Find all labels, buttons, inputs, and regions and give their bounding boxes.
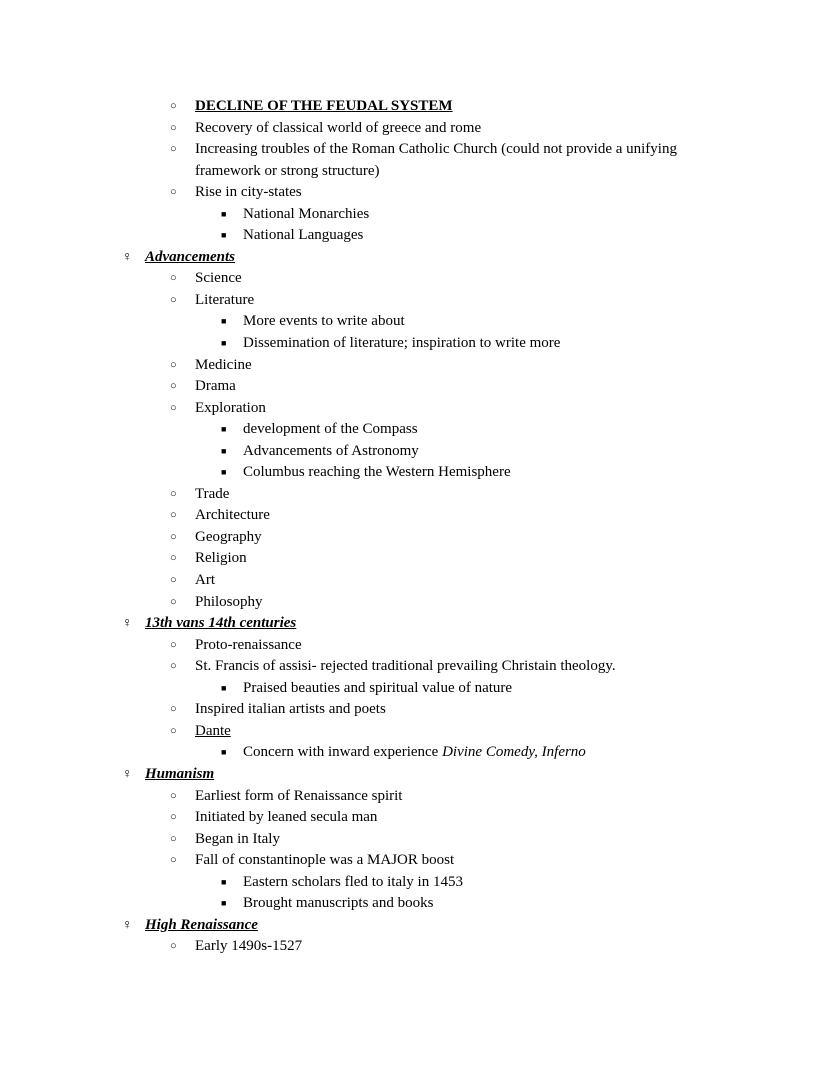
text-run: Divine Comedy, Inferno — [442, 744, 586, 761]
text-run: Science — [195, 270, 242, 287]
bullet-level-2-icon: ○ — [170, 703, 177, 716]
list-item-text — [195, 184, 302, 200]
bullet-level-2-icon: ○ — [170, 293, 177, 306]
list-item-text — [195, 486, 229, 502]
list-item-text — [195, 831, 280, 847]
list-item — [0, 268, 717, 290]
text-run: Fall of constantinople was a MAJOR boost — [195, 852, 455, 869]
text-run: Advancements — [145, 248, 235, 265]
bullet-level-1-icon: ♀ — [122, 249, 133, 265]
list-item-text — [195, 292, 254, 308]
list-item — [0, 355, 717, 377]
list-item — [0, 290, 717, 312]
list-item — [0, 204, 717, 226]
text-run: Initiated by leaned secula man — [195, 809, 378, 826]
bullet-level-1-icon: ♀ — [122, 766, 133, 782]
list-item — [0, 829, 717, 851]
list-item-text — [195, 550, 247, 566]
bullet-level-2-icon: ○ — [170, 401, 177, 414]
list-item-text — [195, 637, 302, 653]
list-item-text — [195, 400, 266, 416]
bullet-level-1-icon: ♀ — [122, 917, 133, 933]
bullet-level-3-icon: ■ — [221, 747, 227, 758]
list-item — [0, 656, 717, 678]
text-run: Increasing troubles of the Roman Catholic Church (could not provide a unifying framework or strong structure) — [195, 141, 677, 179]
list-item-text — [195, 723, 231, 739]
list-item-text — [145, 766, 214, 782]
bullet-level-2-icon: ○ — [170, 530, 177, 543]
list-item-text — [195, 378, 236, 394]
bullet-level-2-icon: ○ — [170, 832, 177, 845]
text-run: 13th vans 14th centuries — [145, 615, 297, 632]
list-item — [0, 807, 717, 829]
list-item — [0, 721, 717, 743]
list-item — [0, 118, 717, 140]
list-item — [0, 376, 717, 398]
text-run: DECLINE OF THE FEUDAL SYSTEM — [195, 98, 453, 114]
text-run: Rise in city-states — [195, 184, 302, 201]
list-item-text — [243, 744, 586, 760]
list-item — [0, 786, 717, 808]
list-item — [0, 96, 717, 118]
list-item-text — [195, 357, 252, 373]
list-item-text — [195, 98, 453, 114]
bullet-level-3-icon: ■ — [221, 316, 227, 327]
bullet-level-2-icon: ○ — [170, 811, 177, 824]
text-run: Recovery of classical world of greece and rome — [195, 119, 482, 136]
text-run: Geography — [195, 528, 262, 545]
list-item — [0, 441, 717, 463]
bullet-level-3-icon: ■ — [221, 682, 227, 693]
text-run: High Renaissance — [145, 916, 258, 933]
list-item — [0, 872, 717, 894]
list-item — [0, 333, 717, 355]
bullet-level-2-icon: ○ — [170, 595, 177, 608]
text-run: National Languages — [243, 227, 364, 244]
bullet-level-2-icon: ○ — [170, 272, 177, 285]
list-item-text — [195, 270, 242, 286]
list-item — [0, 699, 717, 721]
bullet-level-2-icon: ○ — [170, 143, 177, 156]
list-item — [0, 893, 717, 915]
bullet-level-2-icon: ○ — [170, 940, 177, 953]
list-item — [0, 850, 717, 872]
bullet-level-3-icon: ■ — [221, 467, 227, 478]
list-item — [0, 915, 717, 937]
list-item — [0, 527, 717, 549]
bullet-level-3-icon: ■ — [221, 898, 227, 909]
list-item-text — [145, 249, 235, 265]
list-item — [0, 548, 717, 570]
text-run: Dante — [195, 722, 231, 739]
list-item-text — [195, 120, 481, 136]
list-item-text — [195, 788, 402, 804]
bullet-level-1-icon: ♀ — [122, 616, 133, 632]
text-run: Early 1490s-1527 — [195, 938, 303, 955]
bullet-level-3-icon: ■ — [221, 230, 227, 241]
text-run: Architecture — [195, 507, 270, 524]
bullet-level-3-icon: ■ — [221, 876, 227, 887]
list-item-text — [243, 680, 512, 696]
list-item-text — [195, 594, 263, 610]
list-item — [0, 764, 717, 786]
list-item — [0, 613, 717, 635]
list-item-text — [195, 572, 215, 588]
bullet-level-2-icon: ○ — [170, 574, 177, 587]
text-run: development of the Compass — [243, 421, 418, 438]
list-item-text — [195, 529, 262, 545]
list-item-text — [243, 313, 405, 329]
list-item — [0, 635, 717, 657]
bullet-level-3-icon: ■ — [221, 208, 227, 219]
bullet-level-2-icon: ○ — [170, 100, 177, 112]
text-run: Humanism — [145, 765, 215, 782]
list-item — [0, 462, 717, 484]
list-item — [0, 225, 717, 247]
list-item — [0, 419, 717, 441]
bullet-level-2-icon: ○ — [170, 186, 177, 199]
list-item — [0, 742, 717, 764]
text-run: Art — [195, 572, 215, 589]
list-item — [0, 247, 717, 269]
text-run: Proto-renaissance — [195, 636, 302, 653]
text-run: Columbus reaching the Western Hemisphere — [243, 464, 511, 481]
list-item-text — [195, 809, 377, 825]
bullet-level-2-icon: ○ — [170, 380, 177, 393]
bullet-level-3-icon: ■ — [221, 445, 227, 456]
bullet-level-3-icon: ■ — [221, 424, 227, 435]
text-run: National Monarchies — [243, 205, 370, 222]
list-item-text — [243, 227, 363, 243]
bullet-level-2-icon: ○ — [170, 854, 177, 867]
list-item-text — [195, 701, 386, 717]
list-item-text — [195, 938, 302, 954]
list-item-text — [243, 206, 369, 222]
text-run: Brought manuscripts and books — [243, 895, 434, 912]
list-item-text — [243, 421, 418, 437]
text-run: More events to write about — [243, 313, 405, 330]
bullet-level-2-icon: ○ — [170, 358, 177, 371]
bullet-level-2-icon: ○ — [170, 724, 177, 737]
text-run: Exploration — [195, 399, 266, 416]
text-run: Earliest form of Renaissance spirit — [195, 787, 403, 804]
text-run: Drama — [195, 378, 236, 395]
text-run: Dissemination of literature; inspiration to write more — [243, 335, 561, 352]
bullet-level-2-icon: ○ — [170, 789, 177, 802]
list-item — [0, 678, 717, 700]
list-item — [0, 570, 717, 592]
text-run: Eastern scholars fled to italy in 1453 — [243, 873, 463, 890]
list-item-text — [195, 658, 616, 674]
text-run: St. Francis of assisi- rejected traditional prevailing Christain theology. — [195, 658, 616, 675]
list-item-text — [243, 874, 463, 890]
list-item — [0, 398, 717, 420]
bullet-level-2-icon: ○ — [170, 660, 177, 673]
list-item-text — [243, 443, 419, 459]
text-run: Philosophy — [195, 593, 263, 610]
list-item-text — [243, 335, 560, 351]
list-item-text — [195, 852, 454, 868]
bullet-level-2-icon: ○ — [170, 121, 177, 134]
list-item — [0, 182, 717, 204]
list-item-text — [243, 895, 433, 911]
list-item-text — [243, 464, 511, 480]
text-run: Religion — [195, 550, 247, 567]
list-item — [0, 311, 717, 333]
text-run: Praised beauties and spiritual value of nature — [243, 679, 513, 696]
text-run: Began in Italy — [195, 830, 280, 847]
list-item — [0, 139, 717, 182]
text-run: Inspired italian artists and poets — [195, 701, 386, 718]
list-item-text — [145, 917, 258, 933]
text-run: Concern with inward experience — [243, 744, 443, 761]
list-item-text — [195, 141, 677, 179]
list-item-text — [145, 615, 296, 631]
list-item — [0, 484, 717, 506]
bullet-level-2-icon: ○ — [170, 638, 177, 651]
text-run: Advancements of Astronomy — [243, 442, 419, 459]
text-run: Medicine — [195, 356, 252, 373]
bullet-level-2-icon: ○ — [170, 487, 177, 500]
bullet-level-2-icon: ○ — [170, 552, 177, 565]
list-item — [0, 936, 717, 958]
text-run: Trade — [195, 485, 230, 502]
list-item — [0, 592, 717, 614]
list-item — [0, 505, 717, 527]
bullet-level-3-icon: ■ — [221, 338, 227, 349]
text-run: Literature — [195, 291, 255, 308]
bullet-level-2-icon: ○ — [170, 509, 177, 522]
list-item-text — [195, 507, 270, 523]
